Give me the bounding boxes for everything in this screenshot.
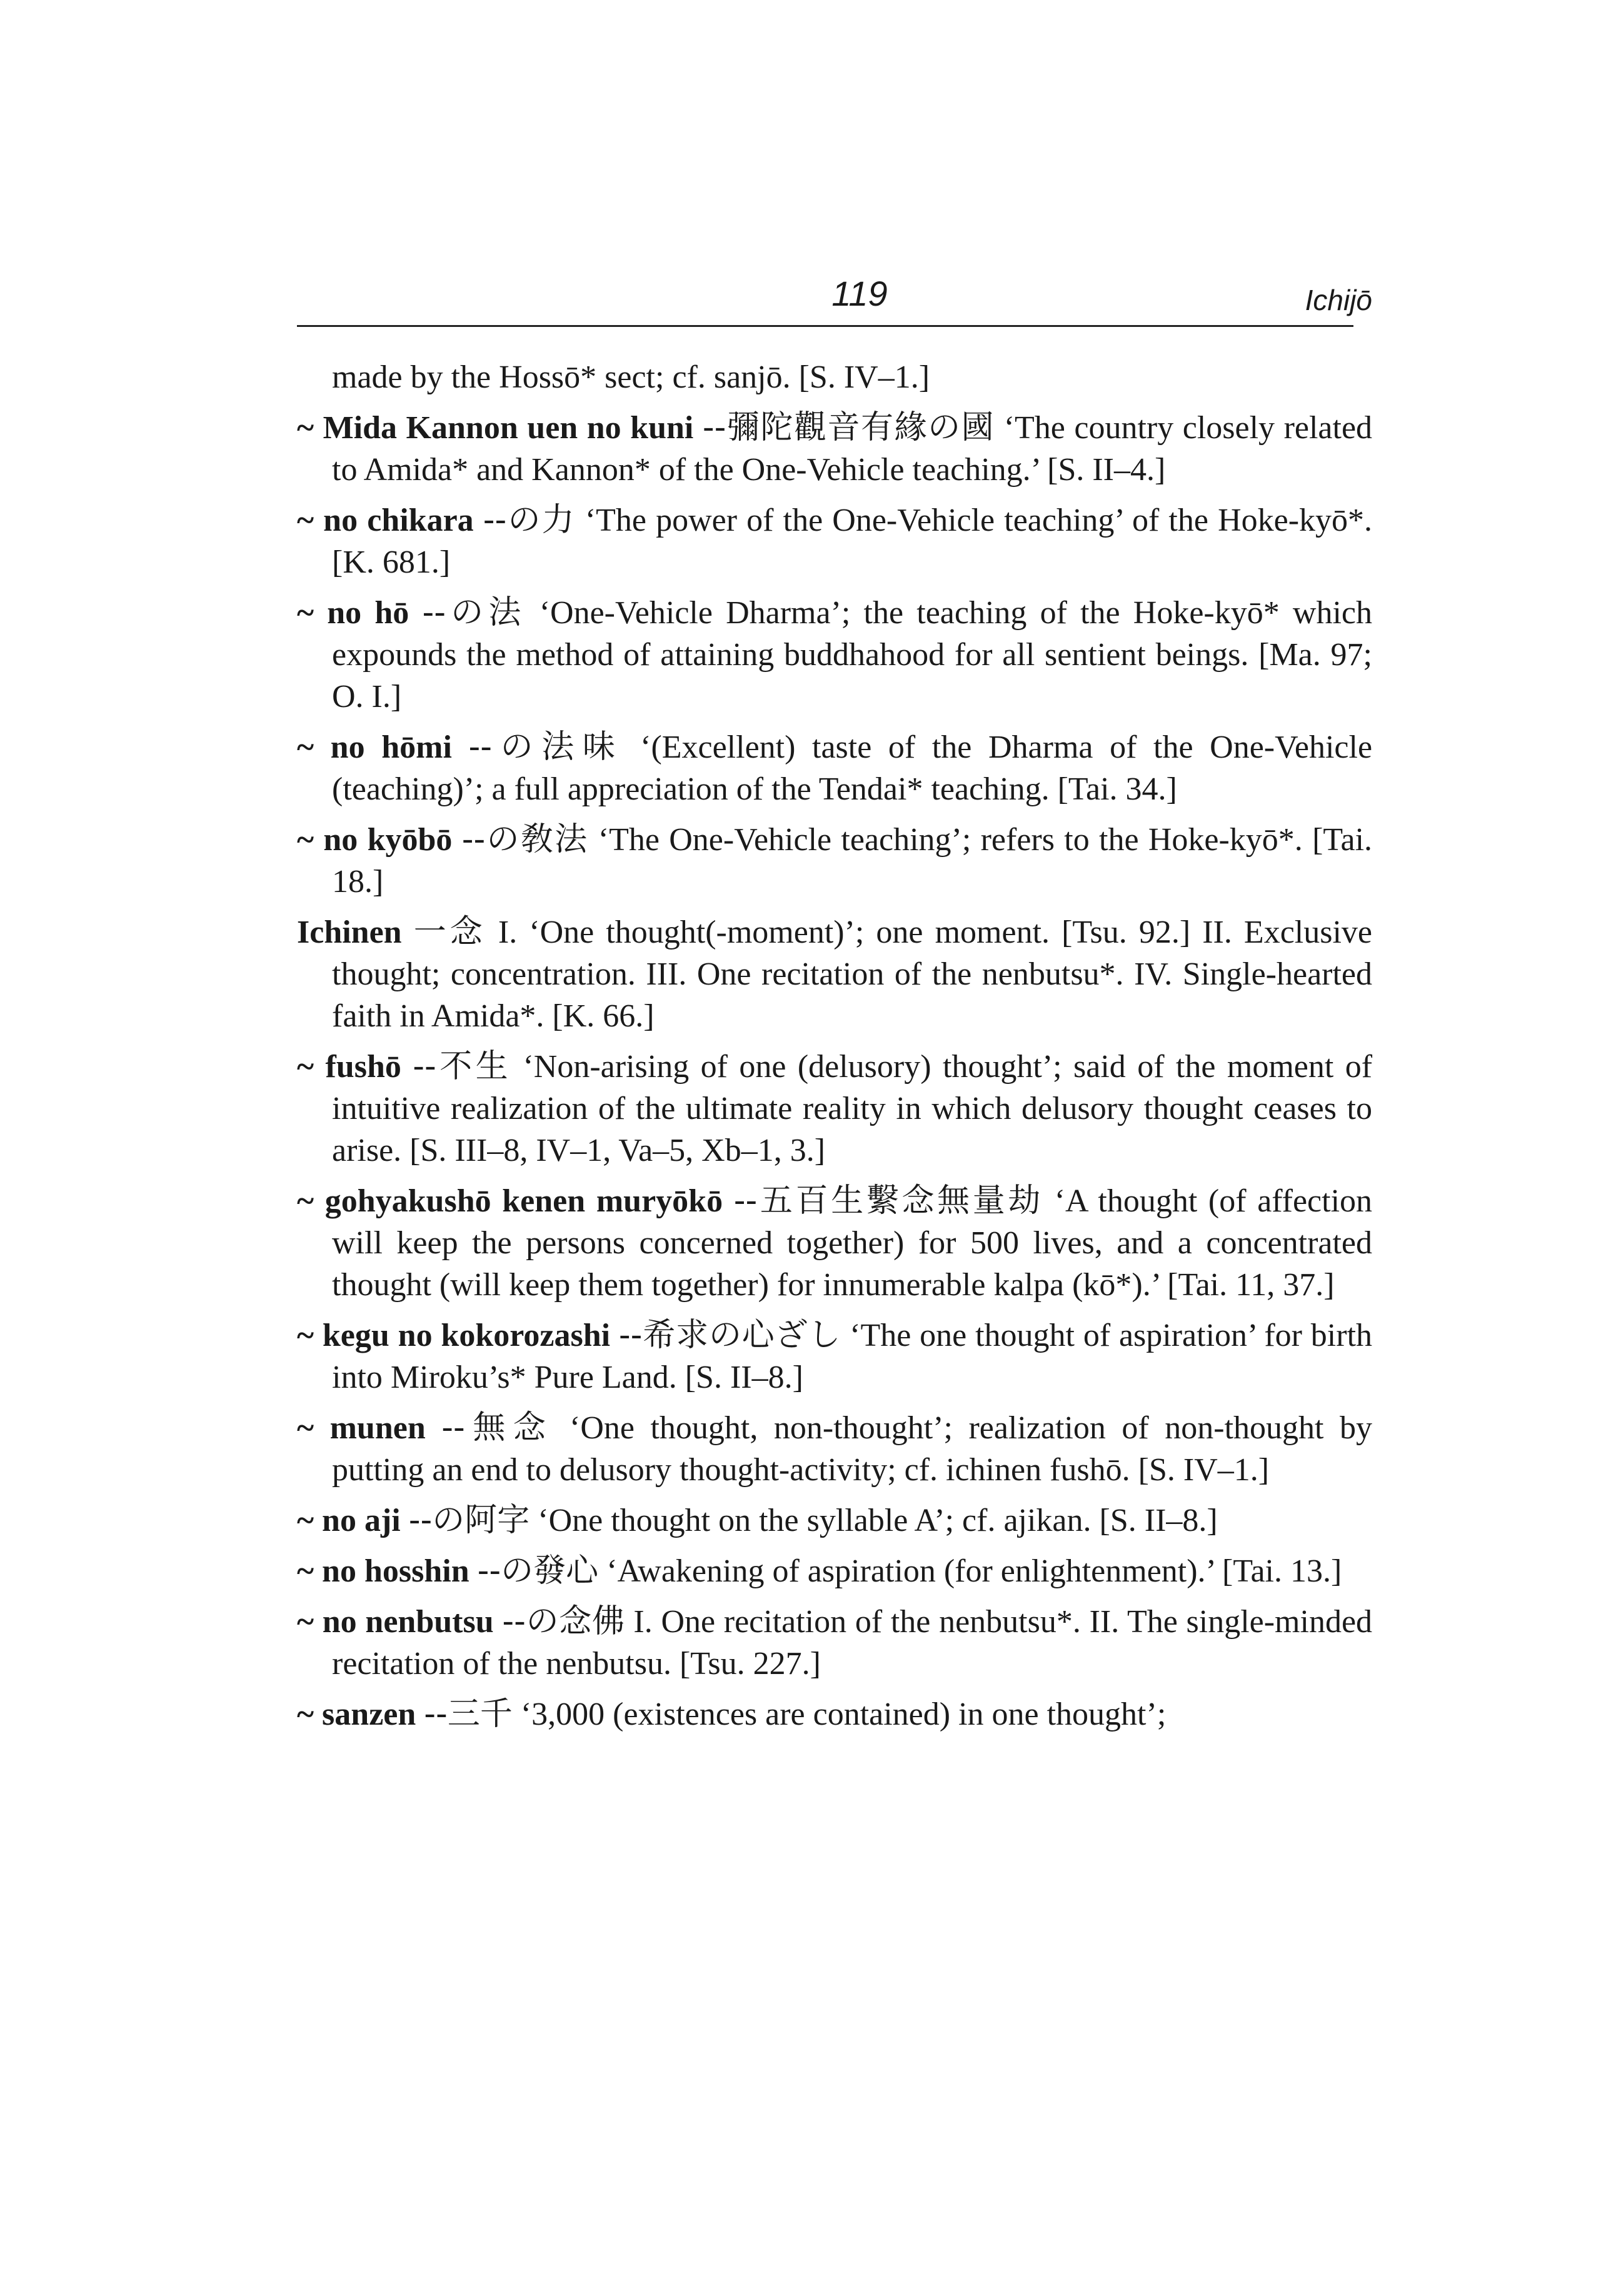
entry-kanji: --希求の心ざし (618, 1316, 841, 1354)
dictionary-entry (297, 1550, 1372, 1592)
tilde-mark: ~ (297, 1697, 314, 1732)
entry-kanji: --五百生繫念無量劫 (733, 1182, 1044, 1220)
entry-kanji: --彌陀觀音有緣の國 (702, 409, 995, 446)
tilde-mark: ~ (297, 1049, 314, 1085)
header-rule (297, 325, 1353, 327)
dictionary-entry (297, 1601, 1372, 1685)
entry-definition: ‘Non-arising of one (delusory) thought’; said of the moment of intuitive realization of the ultimate reality in which delusory thought ceases to arise. [S. III–8, IV–1, Va–5, Xb–1, 3.] (332, 1049, 1373, 1168)
tilde-mark: ~ (297, 503, 314, 538)
entry-definition: I. One recitation of the nenbutsu*. II. The single-minded recitation of the nenbutsu. [Tsu. 227.] (332, 1604, 1373, 1682)
tilde-mark: ~ (297, 1183, 314, 1219)
dictionary-entry (297, 499, 1372, 583)
entry-definition: ‘The One-Vehicle teaching’; refers to the Hoke-kyō*. [Tai. 18.] (332, 822, 1373, 900)
entry-kanji: --の法 (422, 594, 526, 631)
entry-kanji: --の法味 (468, 728, 624, 766)
entry-headword: fushō (325, 1049, 401, 1085)
entry-kanji: --三千 (424, 1695, 513, 1733)
entry-headword: munen (329, 1410, 426, 1446)
entry-headword: no aji (322, 1503, 401, 1538)
entry-kanji: --の發心 (477, 1552, 599, 1590)
entry-kanji: --無念 (441, 1409, 554, 1446)
entry-headword: Mida Kannon uen no kuni (323, 410, 694, 446)
tilde-mark: ~ (297, 822, 314, 858)
dictionary-entries (297, 356, 1372, 1744)
dictionary-entry (297, 1500, 1372, 1542)
entry-headword: no hosshin (322, 1553, 469, 1589)
dictionary-entry (297, 407, 1372, 491)
dictionary-entry (297, 1407, 1372, 1491)
page-header (297, 269, 1372, 329)
entry-definition: ‘The power of the One-Vehicle teaching’ of the Hoke-kyō*. [K. 681.] (332, 503, 1373, 580)
dictionary-entry (297, 592, 1372, 718)
dictionary-entry (297, 726, 1372, 810)
entry-definition: I. ‘One thought(-moment)’; one moment. [Tsu. 92.] II. Exclusive thought; concentration. III. One recitation of the nenbutsu*. IV. Single-hearted faith in Amida*. [K. 66.] (332, 915, 1372, 1034)
entry-definition: ‘One-Vehicle Dharma’; the teaching of the Hoke-kyō* which expounds the method of attaining buddhahood for all sentient beings. [Ma. 97; O. I.] (332, 595, 1373, 714)
entry-definition: ‘A thought (of affection will keep the persons concerned together) for 500 lives, and a concentrated thought (will keep them together) for innumerable kalpa (kō*).’ [Tai. 11, 37.] (332, 1183, 1373, 1303)
dictionary-entry (297, 1315, 1372, 1398)
entry-kanji: --の念佛 (502, 1603, 625, 1640)
tilde-mark: ~ (297, 1318, 314, 1353)
tilde-mark: ~ (297, 410, 314, 446)
dictionary-entry (297, 1693, 1372, 1735)
entry-headword: kegu no kokorozashi (322, 1318, 611, 1353)
running-head: Ichijō (1305, 284, 1372, 316)
entry-definition: ‘One thought, non-thought’; realization of non-thought by putting an end to delusory thought-activity; cf. ichinen fushō. [S. IV–1.] (332, 1410, 1373, 1488)
entry-definition: ‘Awakening of aspiration (for enlightenment).’ [Tai. 13.] (606, 1553, 1342, 1589)
entry-headword: gohyakushō kenen muryōkō (324, 1183, 723, 1219)
entry-headword: no hō (327, 595, 409, 631)
entry-kanji: --不生 (413, 1048, 512, 1085)
dictionary-entry (297, 1046, 1372, 1171)
entry-definition: ‘The country closely related to Amida* and Kannon* of the One-Vehicle teaching.’ [S. II–4.] (332, 410, 1373, 488)
tilde-mark: ~ (297, 1604, 314, 1640)
entry-headword: no nenbutsu (322, 1604, 494, 1640)
entry-definition: ‘3,000 (existences are contained) in one thought’; (520, 1697, 1167, 1732)
entry-headword: no kyōbō (323, 822, 453, 858)
entry-kanji: --の阿字 (408, 1501, 530, 1539)
tilde-mark: ~ (297, 595, 314, 631)
entry-definition: ‘The one thought of aspiration’ for birth into Miroku’s* Pure Land. [S. II–8.] (332, 1318, 1373, 1395)
dictionary-entry (297, 1180, 1372, 1306)
entry-headword: Ichinen (297, 915, 402, 950)
entry-definition: ‘One thought on the syllable A’; cf. ajikan. [S. II–8.] (538, 1503, 1218, 1538)
dictionary-entry (297, 819, 1372, 903)
entry-headword: no chikara (323, 503, 474, 538)
page-number: 119 (831, 274, 888, 313)
dictionary-main-entry (297, 911, 1372, 1037)
entry-kanji: --の敎法 (461, 821, 589, 858)
tilde-mark: ~ (297, 729, 314, 765)
entry-definition: ‘(Excellent) taste of the Dharma of the One-Vehicle (teaching)’; a full appreciation of the Tendai* teaching. [Tai. 34.] (332, 729, 1373, 807)
tilde-mark: ~ (297, 1553, 314, 1589)
tilde-mark: ~ (297, 1503, 314, 1538)
tilde-mark: ~ (297, 1410, 314, 1446)
entry-headword: no hōmi (330, 729, 452, 765)
entry-kanji: --の力 (483, 501, 576, 539)
entry-continuation: made by the Hossō* sect; cf. sanjō. [S. IV–1.] (332, 359, 930, 395)
entry-kanji: 一念 (413, 913, 486, 951)
entry-headword: sanzen (322, 1697, 416, 1732)
